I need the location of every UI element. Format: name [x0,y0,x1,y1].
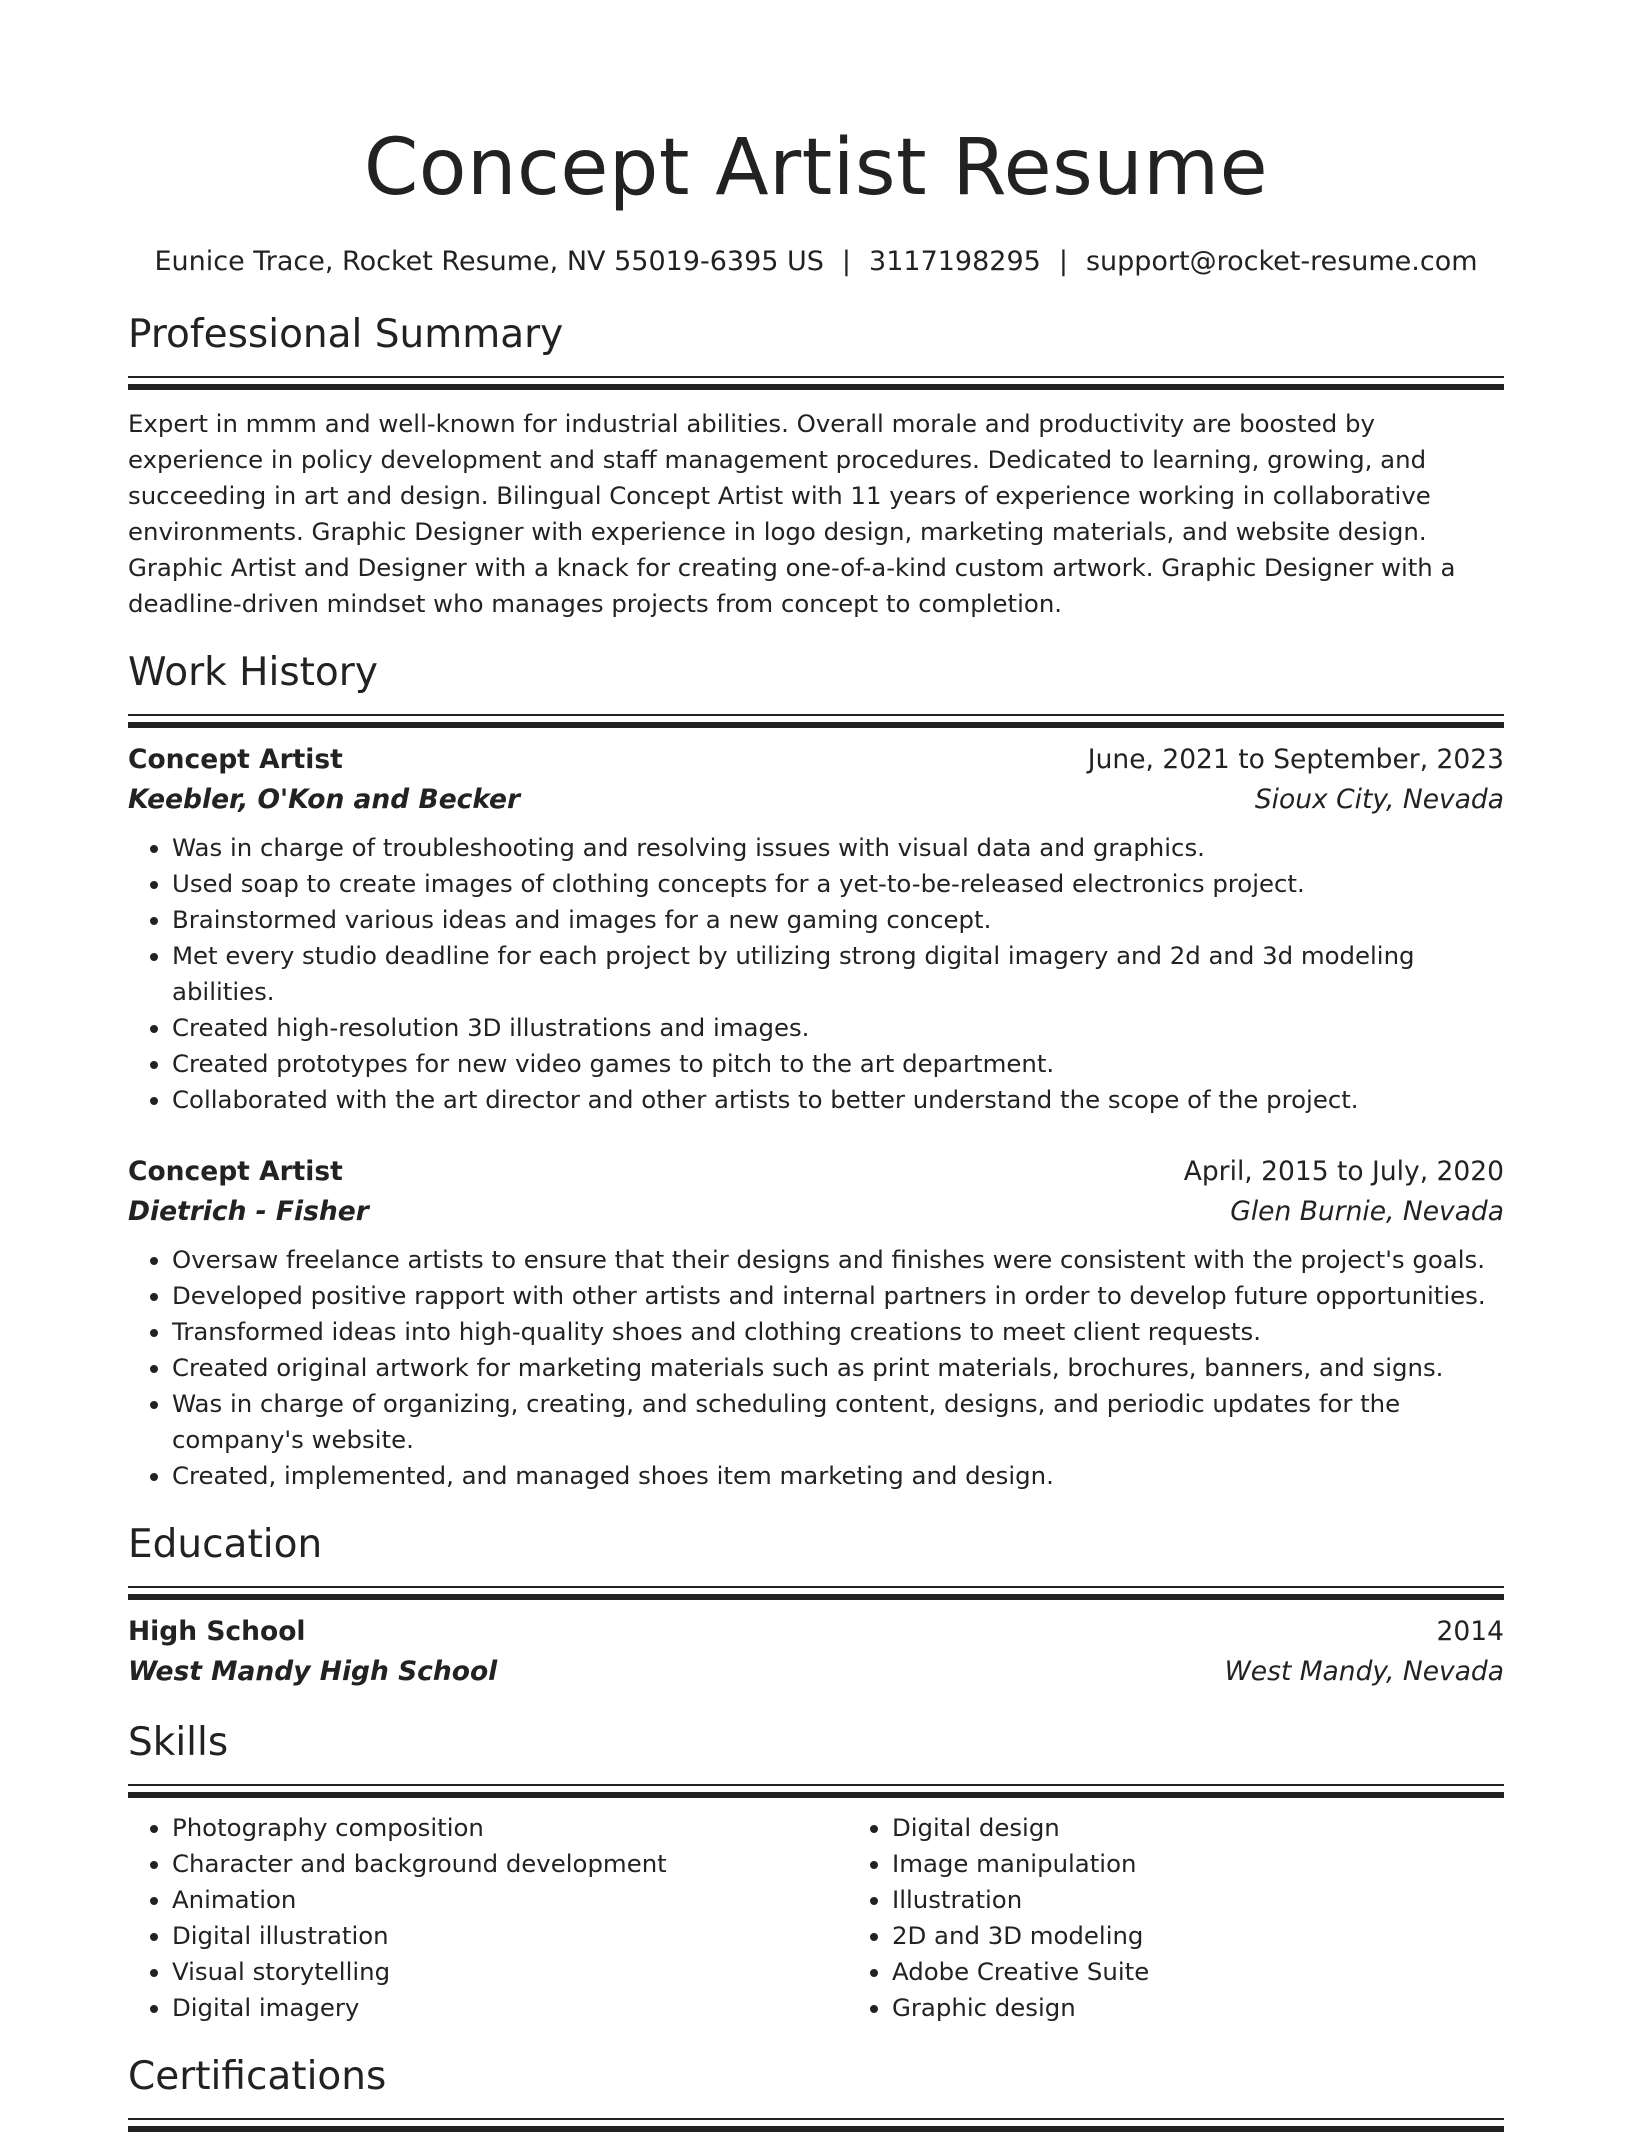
section-divider [128,376,1504,390]
section-divider [128,1586,1504,1600]
skill-item: • Character and background development [172,1846,848,1882]
job-bullet: • Met every studio deadline for each project by utilizing strong digital imagery and 2d and 3d modeling abilities. [172,938,1504,1010]
education-school: West Mandy High School [128,1656,498,1687]
skill-item: • 2D and 3D modeling [892,1918,1504,1954]
section-heading: Professional Summary [128,312,564,357]
contact-phone: 3117198295 [869,246,1041,277]
work-history-section [128,648,1504,1494]
job-company: Dietrich - Fisher [128,1196,369,1227]
summary-text: Expert in mmm and well-known for industrial abilities. Overall morale and productivity are boosted by experience in policy development and staff management procedures. Dedicated to learning, growing, and succeeding in art and design. Bilingual Concept Artist with 11 years of experience working in collaborative environments. Graphic Designer with experience in logo design, marketing materials, and website design. Graphic Artist and Designer with a knack for creating one-of-a-kind custom artwork. Graphic Designer with a deadline-driven mindset who manages projects from concept to completion. [128,409,1456,618]
skills-list-left [128,1810,848,2026]
contact-email: support@rocket-resume.com [1085,246,1478,277]
skill-item: • Image manipulation [892,1846,1504,1882]
skill-item: • Digital imagery [172,1990,848,2026]
skills-list-right [848,1810,1504,2026]
job-bullets [128,830,1504,1118]
job-dates: April, 2015 to July, 2020 [1183,1156,1504,1187]
skills-section [128,1718,1504,2026]
section-heading: Skills [128,1720,229,1765]
skill-item: • Animation [172,1882,848,1918]
job-bullet: • Created, implemented, and managed shoes item marketing and design. [172,1458,1504,1494]
section-heading: Work History [128,650,378,695]
page-title: Concept Artist Resume [363,123,1269,213]
job-entry [128,1152,1504,1494]
section-heading: Certifications [128,2054,387,2099]
skill-item: • Visual storytelling [172,1954,848,1990]
job-bullet: • Created prototypes for new video games to pitch to the art department. [172,1046,1504,1082]
job-bullet: • Collaborated with the art director and other artists to better understand the scope of the project. [172,1082,1504,1118]
job-bullet: • Brainstormed various ideas and images for a new gaming concept. [172,902,1504,938]
skill-item: • Illustration [892,1882,1504,1918]
job-bullet: • Used soap to create images of clothing concepts for a yet-to-be-released electronics project. [172,866,1504,902]
job-list [128,740,1504,1494]
skill-item: • Digital design [892,1810,1504,1846]
education-section [128,1520,1504,1692]
job-company-row [128,1192,1504,1232]
job-bullet: • Was in charge of organizing, creating, and scheduling content, designs, and periodic updates for the company's website. [172,1386,1504,1458]
job-company-row [128,780,1504,820]
job-bullet: • Created high-resolution 3D illustrations and images. [172,1010,1504,1046]
section-heading: Education [128,1522,323,1567]
job-location: Glen Burnie, Nevada [1230,1196,1504,1227]
job-entry [128,740,1504,1118]
certifications-section [128,2052,1504,2132]
job-title: Concept Artist [128,744,343,775]
contact-line [128,244,1504,280]
education-header-row [128,1612,1504,1652]
skill-item: • Adobe Creative Suite [892,1954,1504,1990]
contact-separator: | [841,246,852,277]
education-school-row [128,1652,1504,1692]
education-year: 2014 [1436,1616,1504,1647]
skills-columns [128,1810,1504,2026]
job-location: Sioux City, Nevada [1254,784,1504,815]
job-header-row [128,740,1504,780]
job-bullet: • Developed positive rapport with other artists and internal partners in order to develop future opportunities. [172,1278,1504,1314]
skill-item: • Graphic design [892,1990,1504,2026]
contact-separator: | [1058,246,1068,277]
education-degree: High School [128,1616,306,1647]
education-entry [128,1612,1504,1692]
section-divider [128,1784,1504,1798]
job-company: Keebler, O'Kon and Becker [128,784,521,815]
job-bullet: • Oversaw freelance artists to ensure that their designs and finishes were consistent with the project's goals. [172,1242,1504,1278]
job-bullet: • Was in charge of troubleshooting and resolving issues with visual data and graphics. [172,830,1504,866]
job-header-row [128,1152,1504,1192]
contact-address: Eunice Trace, Rocket Resume, NV 55019-6395 US [154,246,824,277]
job-bullet: • Created original artwork for marketing materials such as print materials, brochures, banners, and signs. [172,1350,1504,1386]
job-title: Concept Artist [128,1156,343,1187]
job-dates: June, 2021 to September, 2023 [1087,744,1504,775]
summary-section [128,310,1504,622]
skill-item: • Digital illustration [172,1918,848,1954]
section-divider [128,714,1504,728]
skill-item: • Photography composition [172,1810,848,1846]
job-bullets [128,1242,1504,1494]
education-location: West Mandy, Nevada [1224,1656,1504,1687]
job-bullet: • Transformed ideas into high-quality shoes and clothing creations to meet client requests. [172,1314,1504,1350]
section-divider [128,2118,1504,2132]
